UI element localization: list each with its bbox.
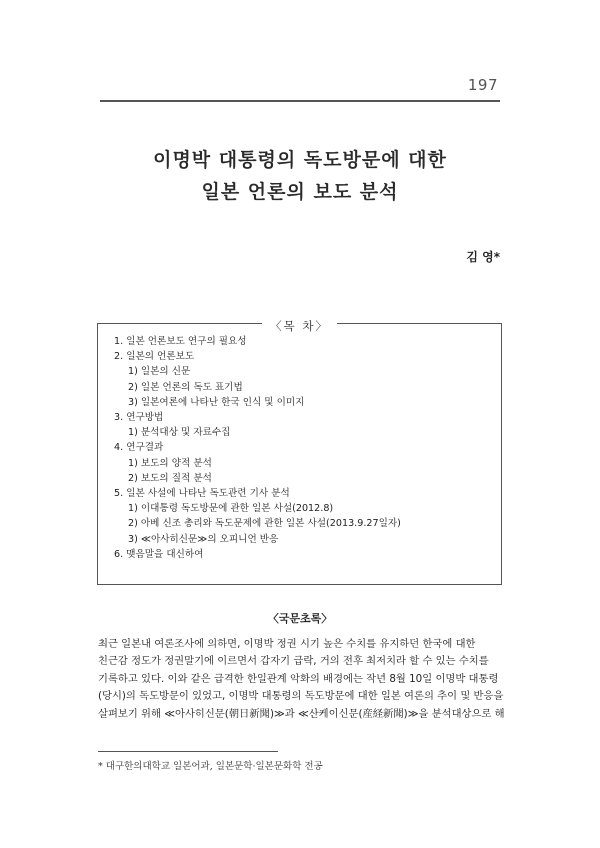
toc-heading [98,315,501,334]
toc-item: 2) 보도의 질적 분석 [128,472,212,484]
footnote: * 대구한의대학교 일본어과, 일본문학·일본문화학 전공 [98,761,323,772]
abstract-body [98,636,505,723]
toc-list [114,334,401,562]
toc-item: 1) 분석대상 및 자료수집 [128,427,231,439]
abstract-heading: 〈국문초록〉 [267,612,333,625]
abstract-line: (당시)의 독도방문이 있었고, 이명박 대통령의 독도방문에 대한 일본 여론의 추이 및 반응을 [98,690,504,703]
abstract-line: 친근감 정도가 정권말기에 이르면서 갑자기 급락, 거의 전후 최저치라 할 수 있는 수치를 [98,655,489,668]
toc-item: 3. 연구방법 [114,412,164,424]
title-line-1: 이명박 대통령의 독도방문에 대한 [153,149,447,171]
page-number: 197 [467,76,498,94]
toc-item: 2. 일본의 언론보도 [114,351,195,363]
toc-item: 1) 보도의 양적 분석 [128,457,212,469]
abstract-line: 살펴보기 위해 ≪아사히신문(朝日新聞)≫과 ≪산케이신문(産経新聞)≫을 분석대상으로 해 [98,707,505,720]
toc-item: 2) 아베 신조 총리와 독도문제에 관한 일본 사설(2013.9.27일자) [128,518,401,530]
toc-item: 6. 맺음말을 대신하여 [114,548,204,560]
abstract-line: 최근 일본내 여론조사에 의하면, 이명박 정권 시기 높은 수치를 유지하던 한국에 대한 [98,638,476,650]
toc-item: 4. 연구결과 [114,442,164,454]
table-of-contents [97,319,502,585]
title-line-2: 일본 언론의 보도 분석 [201,181,399,203]
toc-item: 1. 일본 언론보도 연구의 필요성 [114,336,247,347]
toc-item: 3) 일본여론에 나타난 한국 인식 및 이미지 [128,396,305,408]
author: 김 영* [466,250,500,264]
footnote-rule [98,751,278,752]
toc-item: 5. 일본 사설에 나타난 독도관련 기사 분석 [114,488,290,500]
toc-item: 2) 일본 언론의 독도 표기법 [128,381,243,393]
header-rule [100,100,500,102]
toc-item: 3) ≪아사히신문≫의 오피니언 반응 [128,533,279,545]
toc-item: 1) 일본의 신문 [128,366,191,378]
abstract-line: 기록하고 있다. 이와 같은 급격한 한일관계 악화의 배경에는 작년 8월 10일 이명박 대통령 [98,672,499,685]
toc-heading-label: 〈목 차〉 [262,319,337,333]
toc-item: 1) 이대통령 독도방문에 관한 일본 사설(2012.8) [128,503,334,515]
